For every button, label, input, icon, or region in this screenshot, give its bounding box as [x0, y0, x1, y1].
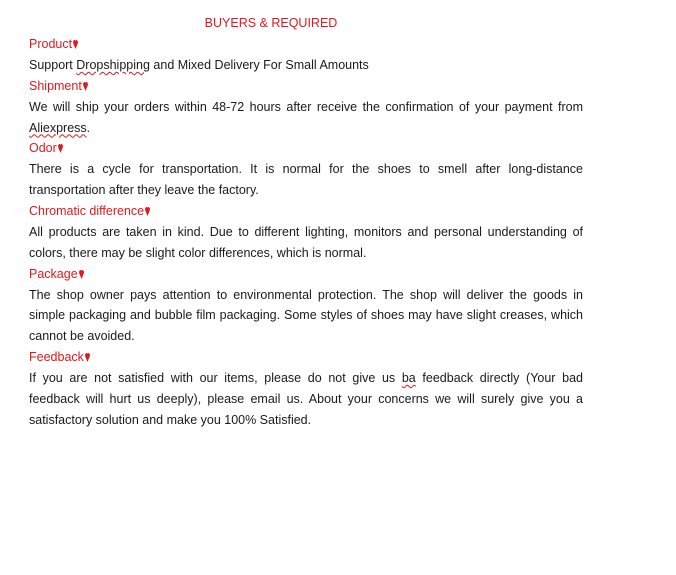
section-body: All products are taken in kind. Due to different lighting, monitors and personal understanding of colors, there may be slight color differences, which is normal. — [29, 224, 583, 260]
heart-icon — [83, 82, 88, 91]
section-heading — [29, 34, 583, 55]
section-feedback — [29, 347, 583, 430]
section-package — [29, 264, 583, 347]
section-heading-label: Odor — [29, 141, 57, 156]
heart-icon — [79, 270, 84, 279]
spellcheck-word: ba — [401, 370, 416, 385]
section-heading-label: Feedback — [29, 349, 84, 364]
document-title: BUYERS & REQUIRED — [204, 16, 338, 30]
section-body: Support Dropshipping and Mixed Delivery For Small Amounts — [29, 58, 369, 72]
section-heading-label: Package — [29, 266, 78, 281]
heart-icon — [85, 353, 90, 362]
section-heading — [29, 76, 583, 97]
heart-icon — [58, 144, 63, 153]
section-heading — [29, 138, 583, 159]
section-heading-label: Product — [29, 37, 73, 51]
spellcheck-word: Dropshipping — [76, 58, 150, 72]
section-body: The shop owner pays attention to environmental protection. The shop will deliver the goods in simple packaging and bubble film packaging. Some styles of shoes may have slight creases, which cannot be avoided. — [29, 287, 583, 344]
section-body: If you are not satisfied with our items, please do not give us ba feedback directly (Your bad feedback will hurt us deeply), please email us. About your concerns we will surely give you a satisfactory solution and make you 100% Satisfied. — [29, 370, 583, 427]
section-body: There is a cycle for transportation. It is normal for the shoes to smell after long-distance transportation after they leave the factory. — [29, 162, 583, 198]
section-heading-label: Chromatic difference — [29, 203, 145, 218]
document — [29, 13, 583, 430]
spellcheck-word: Aliexpress — [29, 120, 87, 135]
section-heading — [29, 264, 583, 285]
section-heading — [29, 201, 583, 222]
heart-icon — [145, 207, 150, 216]
section-shipment — [29, 76, 583, 139]
section-heading — [29, 347, 583, 368]
section-product — [29, 34, 583, 76]
section-body: We will ship your orders within 48-72 hours after receive the confirmation of your payment from Aliexpress. — [29, 99, 583, 135]
section-chromatic-difference — [29, 201, 583, 264]
section-odor — [29, 138, 583, 201]
section-heading-label: Shipment — [29, 78, 82, 93]
heart-icon — [73, 40, 78, 49]
